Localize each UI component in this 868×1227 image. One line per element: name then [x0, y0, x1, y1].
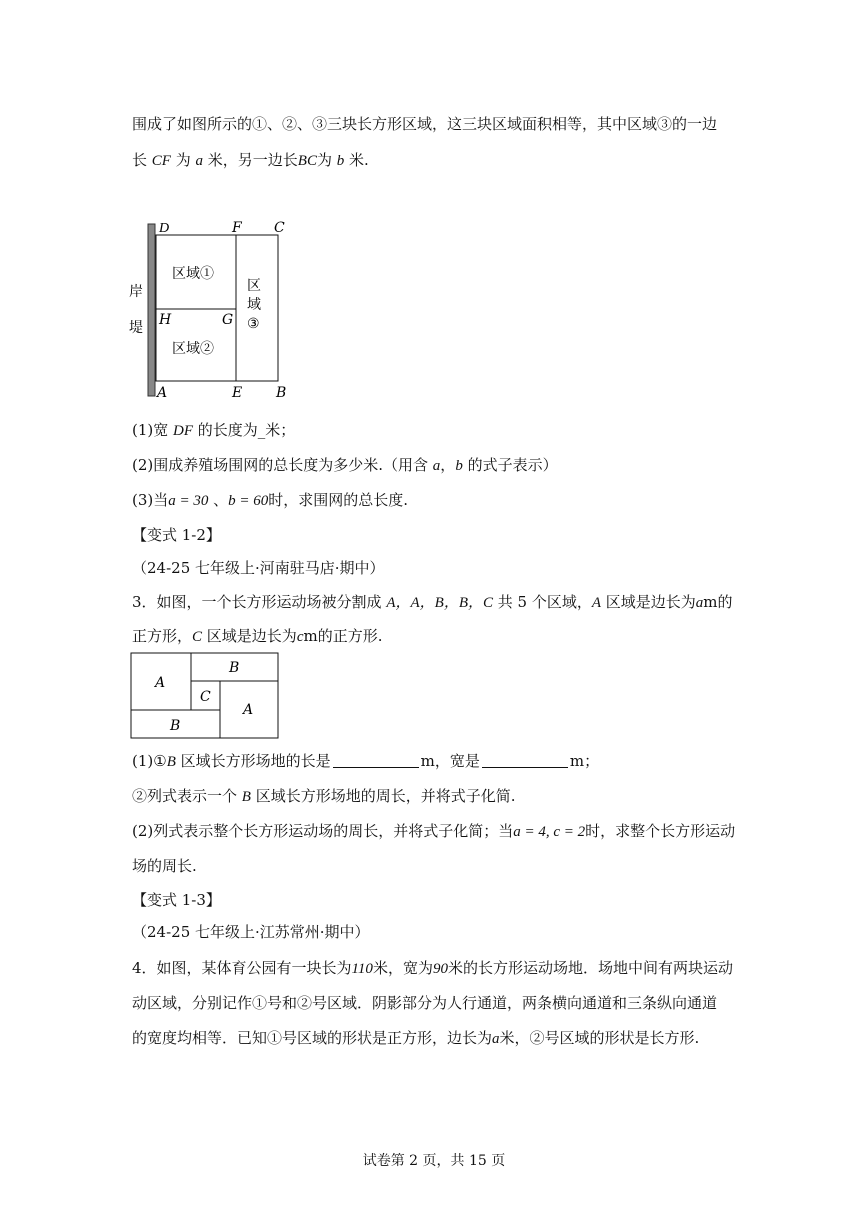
- source-text: （24-25 七年级上·江苏常州·期中）: [132, 923, 370, 941]
- label-a-right: A: [243, 702, 254, 718]
- q1-part-2: [132, 455, 558, 476]
- var-a: a: [195, 153, 203, 169]
- q-text: 时，求围网的总长度.: [268, 491, 409, 509]
- q-text: 区域是边长为: [202, 627, 297, 645]
- var-b: b: [455, 458, 463, 474]
- intro-text: 米.: [344, 151, 369, 169]
- intro-text: 为: [316, 151, 337, 169]
- q-text: 的宽度均相等．已知①号区域的形状是正方形，边长为: [132, 1029, 493, 1047]
- q-text: (2)列式表示整个长方形运动场的周长，并将式子化简；当: [132, 822, 514, 840]
- var-df: DF: [173, 423, 194, 439]
- label-b-bottom: B: [170, 718, 181, 734]
- intro-text-1: 围成了如图所示的①、②、③三块长方形区域，这三块区域面积相等，其中区域③的一边: [132, 115, 718, 133]
- equation: b = 60: [228, 493, 269, 509]
- intro-text: 为: [170, 151, 196, 169]
- q-text: ，: [440, 456, 456, 474]
- region-3-label-2: 域: [247, 297, 261, 313]
- q3-part-1: [132, 751, 599, 772]
- label-b-top: B: [229, 660, 240, 676]
- q-text: 区域是边长为: [601, 593, 696, 611]
- q-text: 的长度为_米；: [193, 421, 296, 439]
- unit: m: [703, 593, 718, 611]
- point-b: B: [276, 385, 287, 401]
- q-text: (3)当: [132, 491, 169, 509]
- var-a: a: [492, 1031, 500, 1047]
- q-text: 动区域，分别记作①号和②号区域．阴影部分为人行通道，两条横向通道和三条纵向通道: [132, 994, 718, 1012]
- intro-line-2: [132, 150, 369, 171]
- var-c-upper: C: [192, 629, 203, 645]
- point-g: G: [222, 312, 234, 328]
- equation: a = 30: [168, 493, 209, 509]
- variant-13-source: [132, 922, 370, 942]
- section-title: 【变式 1-2】: [132, 526, 221, 544]
- figure-1-diagram: [126, 210, 306, 405]
- q-text: (1)宽: [132, 421, 174, 439]
- q-text: 米，宽为: [372, 959, 433, 977]
- q-text: (2)围成养殖场围网的总长度为多少米.（用含: [132, 456, 433, 474]
- region-3-label-3: ③: [247, 316, 260, 332]
- variant-12-title: [132, 525, 221, 545]
- q-text: 区域长方形场地的长是: [175, 752, 331, 770]
- variant-13-title: [132, 890, 221, 910]
- q-text: 3．如图，一个长方形运动场被分割成: [132, 593, 387, 611]
- var-b: b: [336, 153, 345, 169]
- q4-line-3: [132, 1028, 699, 1049]
- intro-text: 米，另一边长: [203, 151, 298, 169]
- q-text: (1)①: [132, 752, 167, 770]
- q4-line-1: [132, 958, 733, 979]
- q1-part-1: [132, 420, 295, 441]
- point-h: H: [159, 312, 172, 328]
- q-text: 4．如图，某体育公园有一块长为: [132, 959, 352, 977]
- var-b-upper: B: [241, 789, 251, 805]
- unit: m: [303, 627, 318, 645]
- q3-line-1: [132, 592, 733, 613]
- var-b-upper: B: [166, 754, 176, 770]
- var-list: A，A，B，B，C: [386, 595, 493, 611]
- number: 90: [432, 961, 448, 977]
- side-label-di: 堤: [129, 320, 143, 336]
- q4-line-2: [132, 993, 717, 1013]
- variant-12-source: [132, 558, 385, 578]
- q-text: 场的周长.: [132, 857, 197, 875]
- region-1-label: 区域①: [172, 266, 214, 282]
- label-a-left: A: [155, 675, 166, 691]
- var-cf: CF: [151, 153, 171, 169]
- q-text: 正方形，: [132, 627, 193, 645]
- equation: a = 4, c = 2: [513, 824, 586, 840]
- q-text: 时，求整个长方形运动: [585, 822, 736, 840]
- point-d: D: [159, 221, 170, 236]
- q-text: 区域长方形场地的周长，并将式子化简.: [250, 787, 516, 805]
- var-a-upper: A: [591, 595, 602, 611]
- var-bc: BC: [297, 153, 317, 169]
- answer-blank[interactable]: [333, 753, 419, 768]
- point-f: F: [232, 220, 242, 236]
- q-text: m；: [569, 752, 600, 770]
- q-text: m，宽是: [420, 752, 480, 770]
- label-c: C: [200, 689, 211, 705]
- source-text: （24-25 七年级上·河南驻马店·期中）: [132, 559, 385, 577]
- q-text: 的: [717, 593, 733, 611]
- q3-part-1-2: [132, 786, 516, 807]
- point-e: E: [232, 385, 243, 401]
- number: 110: [351, 961, 373, 977]
- var-c: c: [296, 629, 304, 645]
- region-2-label: 区域②: [172, 341, 214, 357]
- q-text: 的式子表示）: [462, 456, 558, 474]
- q-text: 共 5 个区域，: [492, 593, 592, 611]
- q3-part-2-cont: [132, 856, 197, 876]
- page-footer: [0, 1150, 868, 1170]
- embankment-bar: [148, 224, 155, 396]
- q3-part-2: [132, 821, 735, 842]
- q-text: 米，②号区域的形状是长方形.: [499, 1029, 700, 1047]
- answer-blank[interactable]: [482, 753, 568, 768]
- q-text: 的正方形.: [317, 627, 383, 645]
- q1-part-3: [132, 490, 408, 511]
- intro-text: 长: [132, 151, 152, 169]
- intro-line-1: [132, 114, 717, 134]
- q-text: 、: [208, 491, 229, 509]
- var-a: a: [432, 458, 441, 474]
- region-3-label-1: 区: [247, 278, 261, 294]
- var-a: a: [695, 595, 704, 611]
- q-text: ②列式表示一个: [132, 787, 242, 805]
- figure-2-diagram: [130, 652, 282, 742]
- side-label-an: 岸: [129, 284, 143, 300]
- q3-line-2: [132, 626, 383, 647]
- point-c: C: [274, 220, 285, 236]
- point-a: A: [157, 385, 168, 401]
- q-text: 米的长方形运动场地．场地中间有两块运动: [447, 959, 733, 977]
- section-title: 【变式 1-3】: [132, 891, 221, 909]
- page-number-text: 试卷第 2 页，共 15 页: [362, 1153, 506, 1169]
